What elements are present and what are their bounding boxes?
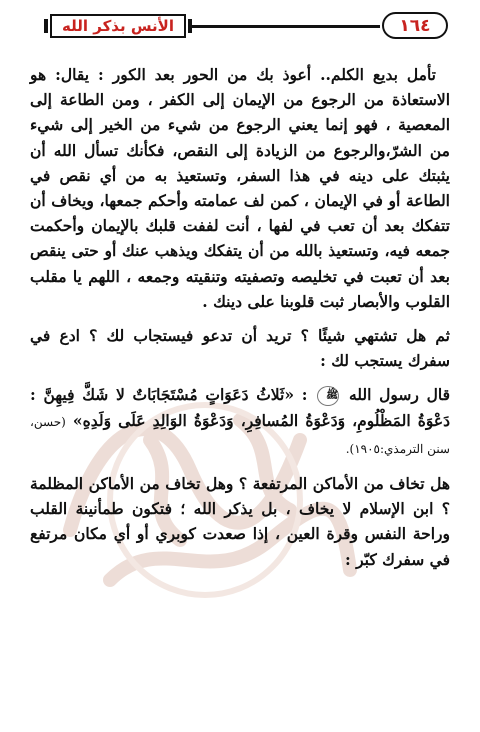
header-rule [192, 25, 380, 28]
hadith-intro: قال رسول الله [348, 385, 451, 405]
paragraph-commentary: تأمل بديع الكلم.. أعوذ بك من الحور بعد الكور : يقال: هو الاستعاذة من الرجوع من الإيمان إلى الكفر ، ومن الطاعة إلى المعصية ، فهو إنما يعني الرجوع من شيء من الخير إلى شيء من الشرّ،والرجوع من الزيادة إلى النقص، فكأنك تسأل الله أن يثبتك على دينه في هذا السفر، وتستعيذ به من أي نقص في الطاعة أو في الإيمان ، كمن لف عمامته وأحكم جمعها، ويخاف أن تتفكك بعد أن تعب في لفها ، أنت لففت قلبك بالإيمان وأحكمت جمعه فيه، وتستعيذ بالله من أن يتفكك ويذهب عنك أو حتى ينقص بعد أن تعبت في تخليصه وتصفيته وتنقيته وجمعه ، اللهم يا مقلب القلوب والأبصار ثبت قلوبنا على دينك . [30, 65, 450, 311]
page-body [30, 62, 450, 572]
page-number: ١٦٤ [399, 15, 431, 36]
hadith-text: : «ثَلاثُ دَعَوَاتٍ مُسْتَجَابَاتٌ لا شَكَّ فِيهِنَّ : دَعْوَةُ المَظْلُومِ، وَدَعْوَةُ المُسافِرِ، وَدَعْوَةُ الوَالِدِ عَلَى وَلَدِهِ» [30, 385, 450, 430]
honorific-icon: ﷺ [317, 386, 339, 406]
paragraph-heights: هل تخاف من الأماكن المرتفعة ؟ وهل تخاف من الأماكن المظلمة ؟ ابن الإسلام لا يخاف ، بل يذكر الله ؛ فتكون طمأنينة القلب وراحة النفس وقرة العين ، إذا صعدت كوبري أو أي مكان مرتفع في سفرك كبّر : [30, 474, 450, 569]
book-title: الأنس بذكر الله [62, 17, 174, 35]
page-header [0, 0, 480, 46]
paragraph-travel-supplication: ثم هل تشتهي شيئًا ؟ تريد أن تدعو فيستجاب لك ؟ ادع في سفرك يستجب لك : [30, 326, 450, 371]
page-number-frame [382, 12, 448, 39]
book-title-frame [50, 14, 186, 38]
paragraph-hadith [30, 382, 450, 462]
hadith-citation: (حسن، سنن الترمذي:١٩٠٥). [30, 414, 450, 456]
